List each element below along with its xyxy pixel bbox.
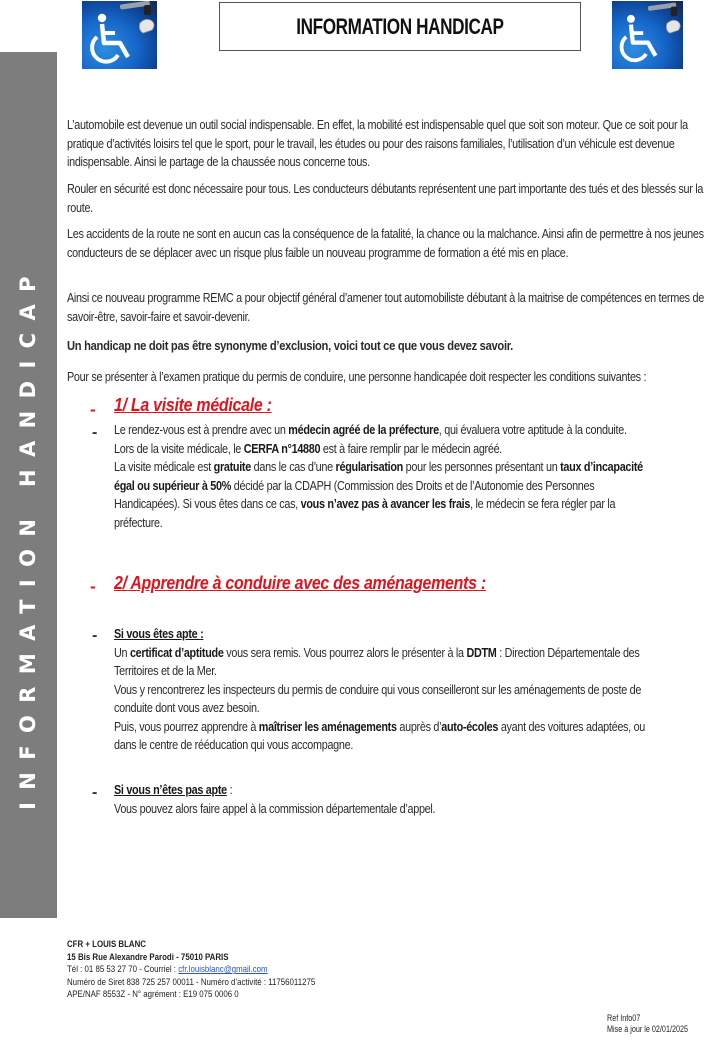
footer-contact: [67, 938, 369, 1001]
text: Lors de la visite médicale, le: [114, 441, 244, 456]
emphasis: CERFA n°14880: [243, 441, 321, 456]
emphasis: régularisation: [335, 460, 403, 474]
emphasis: taux d’incapacité égal ou supérieur à 50%: [114, 460, 643, 493]
document-reference: [607, 1013, 720, 1035]
emphasis: gratuite: [213, 460, 251, 474]
bullet-dash: -: [92, 784, 98, 801]
page-title: INFORMATION HANDICAP: [296, 13, 504, 39]
org-address: 15 Bis Rue Alexandre Parodi - 75010 PARIS: [67, 950, 229, 962]
text: pour les personnes présentant un: [402, 460, 561, 474]
wheelchair-logo-left: [82, 1, 157, 69]
text: décidé par la CDAPH (Commission des Droits et de l’Autonomie des Personnes Handicapées). Si vous êtes dans ce cas,: [114, 478, 595, 511]
wheelchair-icon: [82, 1, 157, 69]
text: Le rendez-vous est à prendre avec un: [114, 423, 289, 437]
text: Puis, vous pourrez apprendre à: [114, 719, 259, 734]
section2-inapte: [114, 781, 644, 818]
text: : Direction Départementale des Territoires et de la Mer.: [114, 645, 640, 678]
email-link[interactable]: cfr.louisblanc@gmail.com: [178, 963, 268, 975]
sidebar-label: INFORMATION HANDICAP: [16, 264, 40, 810]
section2-heading-wrap: [114, 574, 720, 595]
section1-heading-wrap: [114, 396, 720, 417]
apte-line-certificate: [114, 644, 647, 681]
org-name: CFR + LOUIS BLANC: [67, 938, 146, 949]
text: vous sera remis. Vous pourrez alors le présenter à la: [223, 645, 467, 660]
contact-line: [67, 963, 369, 976]
section1-line-free: [114, 458, 647, 532]
section2-apte: [114, 625, 644, 755]
intro-paragraph-2: Rouler en sécurité est donc nécessaire pour tous. Les conducteurs débutants représentent une part importante des tués et des blessés sur la route.: [67, 182, 704, 215]
inapte-line: Vous pouvez alors faire appel à la commission départementale d’appel.: [114, 801, 436, 816]
emphasis: certificat d’aptitude: [129, 645, 224, 660]
section1-body: [114, 421, 644, 532]
conditions-intro: Pour se présenter à l’examen pratique du permis de conduire, une personne handicapée doit respecter les conditions suivantes :: [67, 370, 647, 384]
intro-paragraph-1: L’automobile est devenue un outil social indispensable. En effet, la mobilité est indispensable quel que soit son moteur. Que ce soit pour la pratique d’activités loisirs tel que le sport, pour le travail, les études ou pour des raisons familiales, l’utilisation d’un véhicule est devenue indispensable. Ainsi le partage de la chaussée nous concerne tous.: [67, 118, 688, 169]
inapte-title: Si vous n’êtes pas apte: [114, 783, 227, 797]
bullet-dash: -: [92, 424, 98, 441]
ref-id: Ref Info07: [607, 1013, 641, 1023]
section2-heading: 2/ Apprendre à conduire avec des aménagements :: [114, 572, 486, 593]
title-box: [219, 2, 581, 51]
emphasis: auto-écoles: [441, 719, 499, 734]
text: est à faire remplir par le médecin agréé.: [320, 441, 503, 456]
section-dash: -: [90, 400, 96, 419]
emphasis: DDTM: [466, 645, 497, 660]
apte-line-inspectors: Vous y rencontrerez les inspecteurs du permis de conduire qui vous conseilleront sur les aménagements de poste de conduite dont vous avez besoin.: [114, 682, 642, 715]
emphasis: vous n’avez pas à avancer les frais: [300, 497, 471, 511]
text: ayant des voitures adaptées, ou dans le centre de rééducation qui vous accompagne.: [114, 719, 646, 752]
text: auprès d’: [396, 719, 442, 734]
text: , le médecin se fera régler par la préfecture.: [114, 497, 616, 530]
apte-title: Si vous êtes apte :: [114, 627, 204, 641]
text: dans le cas d’une: [250, 460, 336, 474]
section-dash: -: [90, 577, 96, 596]
siret-line: Numéro de Siret 838 725 257 00011 - Numéro d’activité : 11756011275: [67, 975, 316, 987]
sidebar-banner: [0, 52, 57, 918]
apte-title-line: [114, 625, 647, 644]
emphasis: maîtriser les aménagements: [258, 719, 397, 734]
section1-line-appointment: [114, 421, 647, 440]
update-date: Mise à jour le 02/01/2025: [607, 1024, 689, 1034]
bullet-dash: -: [92, 627, 98, 644]
phone-label: Tél : 01 85 53 27 70 - Courriel :: [67, 963, 179, 975]
text: Un: [114, 645, 130, 660]
apte-line-learn: [114, 718, 647, 755]
text: , qui évaluera votre aptitude à la conduite.: [438, 423, 627, 437]
ape-line: APE/NAF 8553Z - N° agrément : E19 075 0006 0: [67, 988, 239, 1000]
wheelchair-logo-right: [612, 1, 683, 69]
emphasis: médecin agréé de la préfecture: [288, 423, 439, 437]
inapte-title-line: [114, 781, 647, 800]
text: La visite médicale est: [114, 460, 214, 474]
text: :: [226, 783, 233, 797]
intro-paragraph-3: Les accidents de la route ne sont en aucun cas la conséquence de la fatalité, la chance ou la malchance. Ainsi afin de permettre à nos jeunes conducteurs de se déplacer avec un risque plus faible un nouveau programme de formation a été mis en place.: [67, 227, 704, 260]
section1-heading: 1/ La visite médicale :: [114, 394, 272, 415]
section1-line-cerfa: [114, 440, 647, 459]
intro-paragraph-4: Ainsi ce nouveau programme REMC a pour objectif général d’amener tout automobiliste débutant à la maitrise de compétences en termes de savoir-être, savoir-faire et savoir-devenir.: [67, 291, 704, 324]
wheelchair-icon: [612, 1, 683, 69]
highlight-statement: Un handicap ne doit pas être synonyme d’exclusion, voici tout ce que vous devez savoir.: [67, 338, 513, 353]
